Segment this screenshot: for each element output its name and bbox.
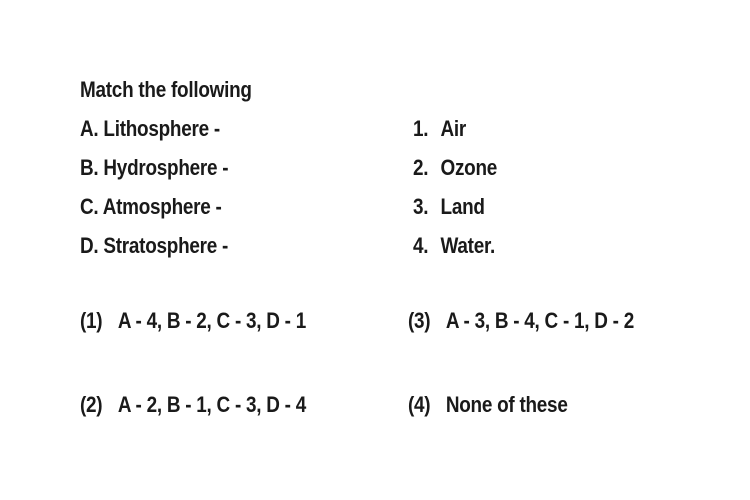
column-b-text: Land (440, 194, 485, 219)
column-a-item-atmosphere: C. Atmosphere - (80, 194, 222, 219)
column-b-number: 2. (413, 155, 429, 180)
option-text: A - 4, B - 2, C - 3, D - 1 (117, 308, 306, 333)
column-b-text: Air (440, 116, 467, 141)
column-b-number: 1. (413, 116, 429, 141)
column-b-number: 3. (413, 194, 429, 219)
answer-option-2[interactable] (80, 394, 306, 416)
column-b-item-ozone (413, 157, 497, 179)
column-a-item-stratosphere: D. Stratosphere - (80, 233, 229, 258)
option-text: A - 2, B - 1, C - 3, D - 4 (117, 392, 306, 417)
column-a-item-lithosphere: A. Lithosphere - (80, 116, 220, 141)
column-b-item-air (413, 118, 466, 140)
column-b-number: 4. (413, 233, 429, 258)
column-b-item-water (413, 235, 495, 257)
option-text: None of these (445, 392, 568, 417)
column-b-text: Water. (440, 233, 496, 258)
question-heading: Match the following (80, 77, 252, 102)
column-b-item-land (413, 196, 485, 218)
column-b-text: Ozone (440, 155, 498, 180)
option-number: (2) (80, 392, 103, 417)
option-number: (4) (408, 392, 431, 417)
option-number: (3) (408, 308, 431, 333)
answer-option-1[interactable] (80, 310, 306, 332)
answer-option-3[interactable] (408, 310, 634, 332)
option-number: (1) (80, 308, 103, 333)
option-text: A - 3, B - 4, C - 1, D - 2 (445, 308, 634, 333)
answer-option-4[interactable] (408, 394, 568, 416)
column-a-item-hydrosphere: B. Hydrosphere - (80, 155, 229, 180)
